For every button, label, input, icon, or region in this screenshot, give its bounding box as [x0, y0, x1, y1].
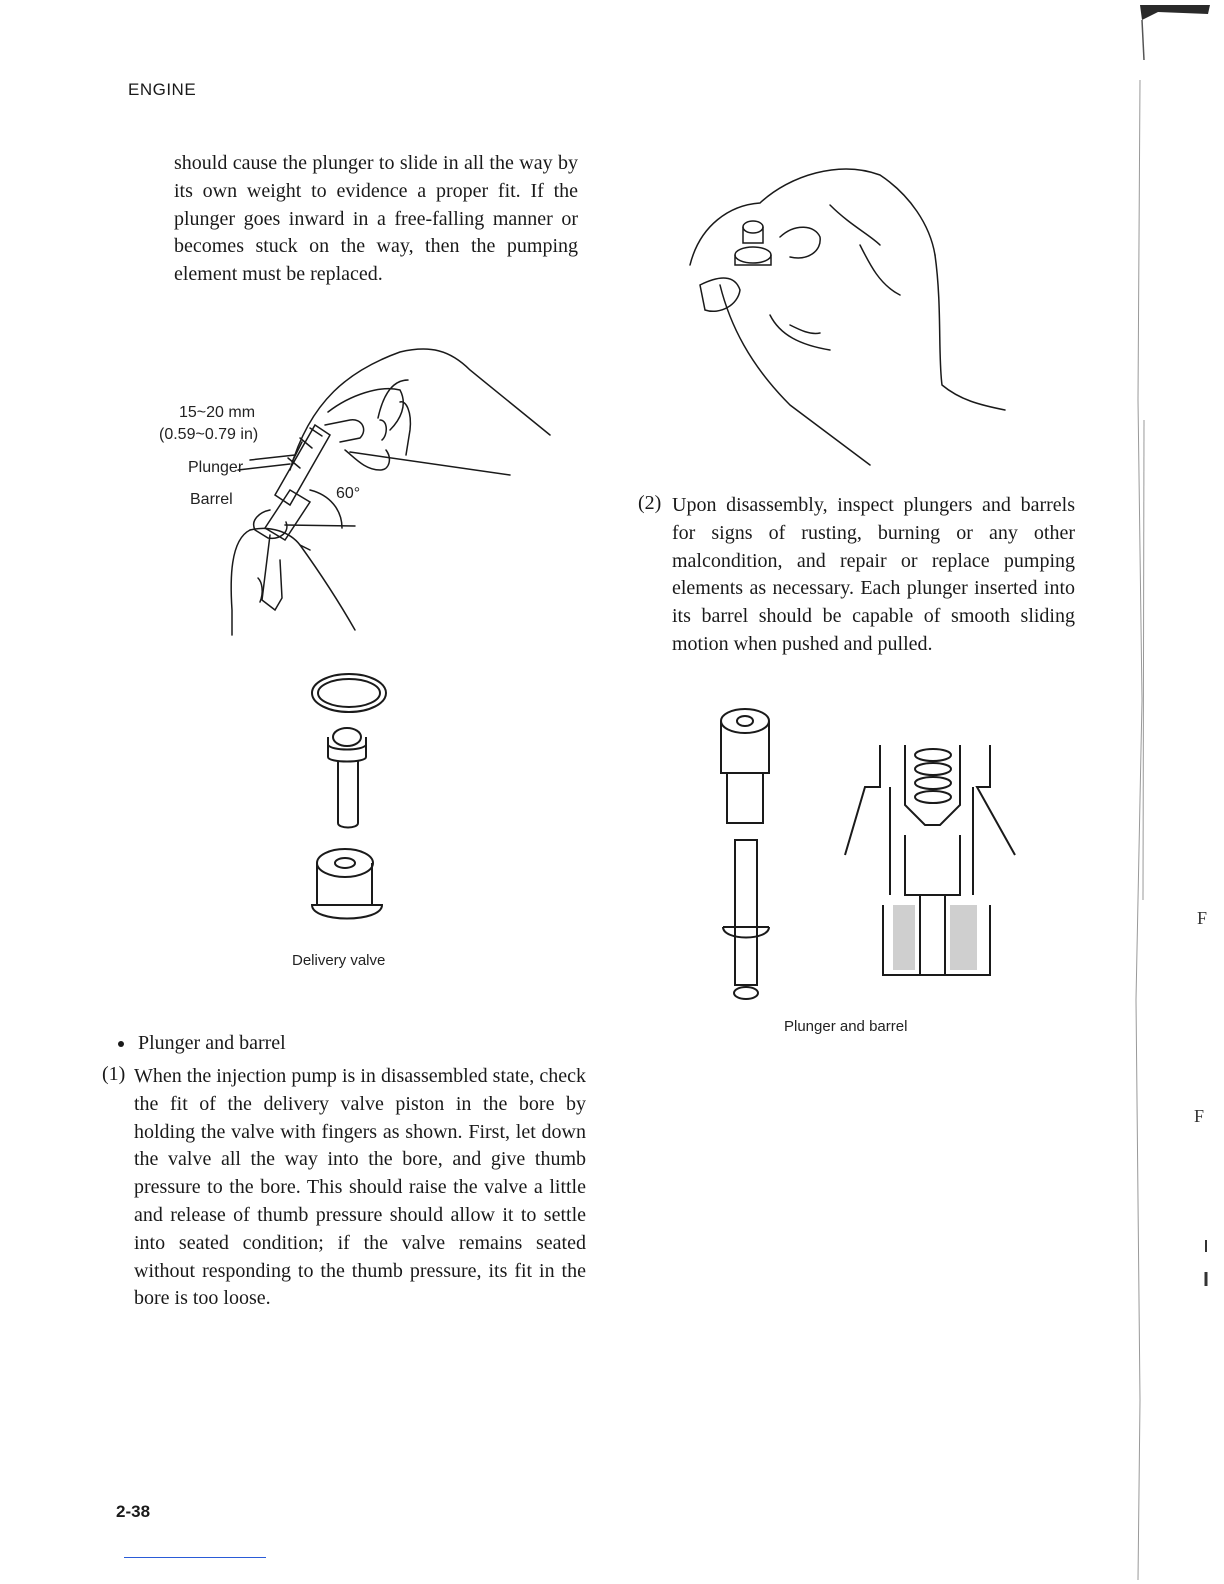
plunger-and-barrel-illustration — [715, 705, 1015, 1005]
paragraph-plunger-fit: should cause the plunger to slide in all the way by its own weight to evidence a proper fit. If the plunger goes inward in a free-falling manner or becomes stuck on the way, then the pumping element must be replaced. — [174, 152, 578, 286]
bullet-heading-text: Plunger and barrel — [138, 1032, 286, 1054]
plunger-label: Plunger — [188, 459, 244, 476]
scan-edge-artifact — [1118, 0, 1224, 1584]
valve-finger-test-illustration — [680, 165, 1010, 465]
dimension-label-mm: 15~20 mm — [179, 404, 256, 421]
dimension-label-in: (0.59~0.79 in) — [159, 426, 259, 443]
item-1-text: When the injection pump is in disassembled state, check the fit of the delivery valve piston in the bore by holding the valve with fingers as shown. First, let down the valve all the way into the bore, and give thumb pressure to the bore. This should raise the valve a little and release of thumb pressure should allow it to settle into seated condition; if the valve remains seated without responding to the thumb pressure, its fit in the bore is too loose. — [134, 1065, 586, 1310]
edge-mark-1: F — [1197, 908, 1208, 928]
figure-caption-plunger-and-barrel: Plunger and barrel — [784, 1018, 908, 1035]
angle-label: 60° — [336, 485, 361, 502]
bullet-dot — [118, 1041, 124, 1047]
item-2-number: (2) — [638, 492, 662, 514]
delivery-valve-illustration — [300, 665, 400, 935]
bullet-heading — [118, 1032, 286, 1055]
edge-mark-2: F — [1194, 1106, 1205, 1126]
item-2-text: Upon disassembly, inspect plungers and barrels for signs of rusting, burning or any other malcondition, and repair or replace pumping elements as necessary. Each plunger inserted into its barrel should be capable of smooth sliding motion when pushed and pulled. — [672, 494, 1075, 655]
item-1-number: (1) — [102, 1063, 126, 1085]
barrel-label: Barrel — [190, 491, 233, 508]
page-number: 2-38 — [116, 1502, 151, 1521]
section-header: ENGINE — [128, 80, 197, 99]
figure-caption-delivery-valve: Delivery valve — [292, 952, 386, 969]
footer-rule — [124, 1557, 266, 1558]
